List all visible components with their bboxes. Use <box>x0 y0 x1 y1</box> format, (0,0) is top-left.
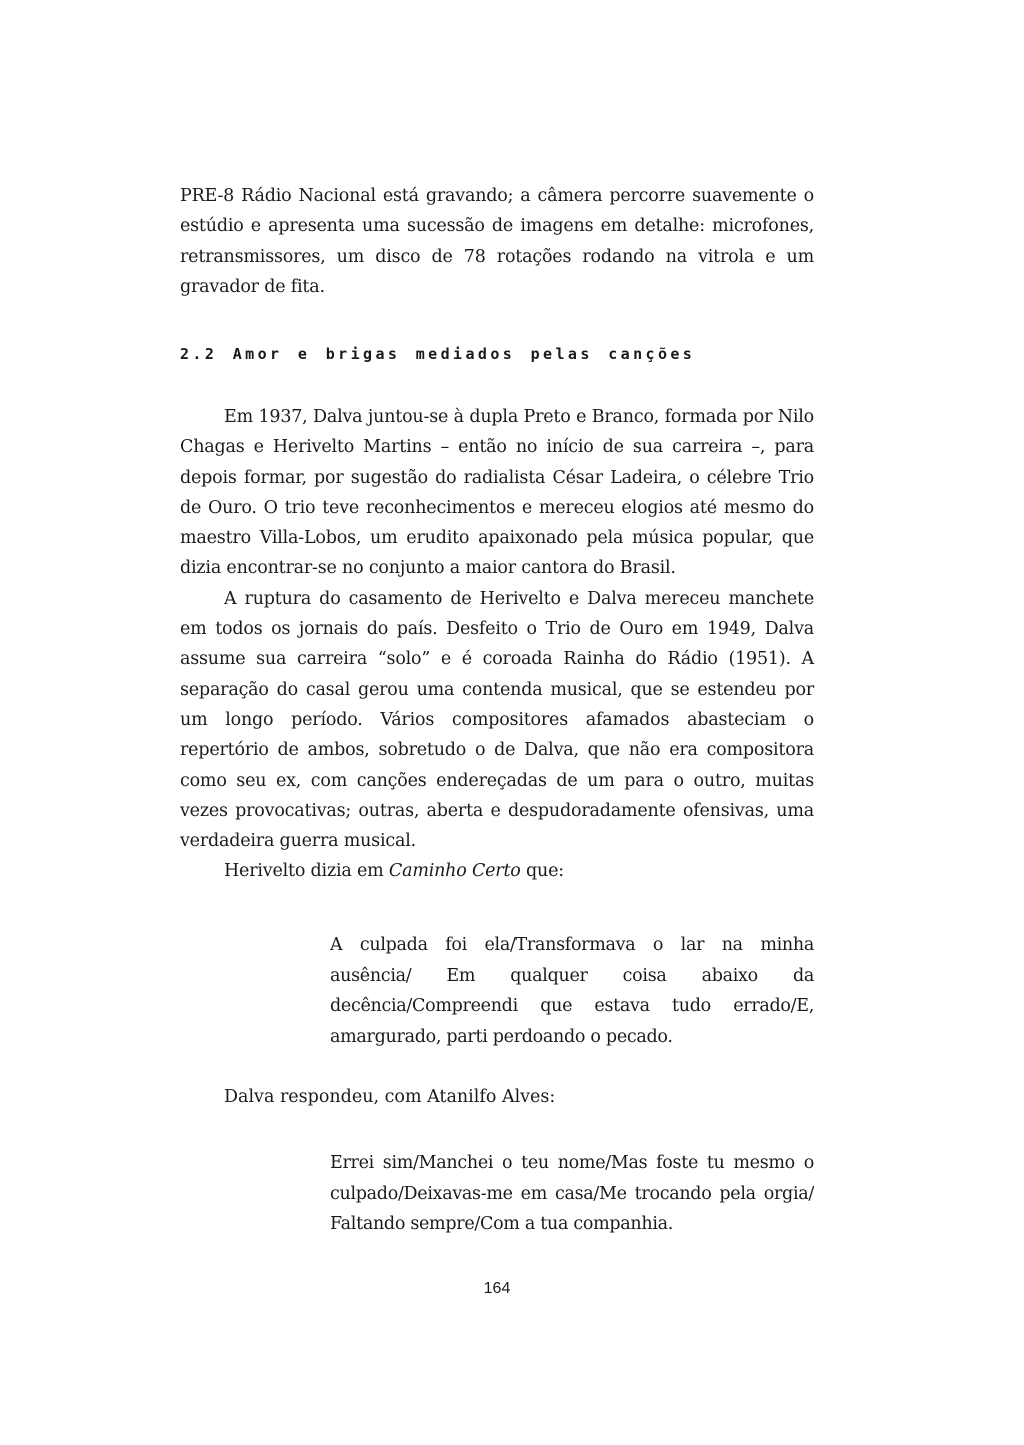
section-heading: 2.2 Amor e brigas mediados pelas canções <box>180 345 696 363</box>
opening-paragraph: PRE-8 Rádio Nacional está gravando; a câmera percorre suavemente o estúdio e apresenta uma sucessão de imagens em detalhe: microfones, retransmissores, um disco de 78 rotações rodando na vitrola e um gravador de fita. <box>180 186 814 297</box>
body-paragraph-1: Em 1937, Dalva juntou-se à dupla Preto e Branco, formada por Nilo Chagas e Herivelto Martins – então no início de sua carreira –, para depois formar, por sugestão do radialista César Ladeira, o célebre Trio de Ouro. O trio teve reconhecimentos e mereceu elogios até mesmo do maestro Villa-Lobos, um erudito apaixonado pela música popular, que dizia encontrar-se no conjunto a maior cantora do Brasil. <box>180 407 814 579</box>
response-line: Dalva respondeu, com Atanilfo Alves: <box>224 1087 556 1107</box>
page-number: 164 <box>483 1280 511 1297</box>
lyrics-quote-1: A culpada foi ela/Transformava o lar na minha ausência/ Em qualquer coisa abaixo da decência/Compreendi que estava tudo errado/E, amargurado, parti perdoando o pecado. <box>330 935 814 1047</box>
body-paragraph-2: A ruptura do casamento de Herivelto e Dalva mereceu manchete em todos os jornais do país. Desfeito o Trio de Ouro em 1949, Dalva assume sua carreira “solo” e é coroada Rainha do Rádio (1951). A separação do casal gerou uma contenda musical, que se estendeu por um longo período. Vários compositores afamados abasteciam o repertório de ambos, sobretudo o de Dalva, que não era compositora como seu ex, com canções endereçadas de um para o outro, muitas vezes provocativas; outras, aberta e despudoradamente ofensivas, uma verdadeira guerra musical. <box>180 588 814 852</box>
lyrics-quote-2: Errei sim/Manchei o teu nome/Mas foste tu mesmo o culpado/Deixavas-me em casa/Me trocando pela orgia/ Faltando sempre/Com a tua companhia. <box>330 1153 814 1234</box>
opening-paragraph-block <box>180 181 814 302</box>
paragraph-3-tail: que: <box>520 861 564 882</box>
body-paragraph-3 <box>180 856 814 886</box>
paragraph-3-lead: Herivelto dizia em <box>224 861 389 882</box>
body-text-block <box>180 402 814 887</box>
song-title: Caminho Certo <box>388 861 521 882</box>
